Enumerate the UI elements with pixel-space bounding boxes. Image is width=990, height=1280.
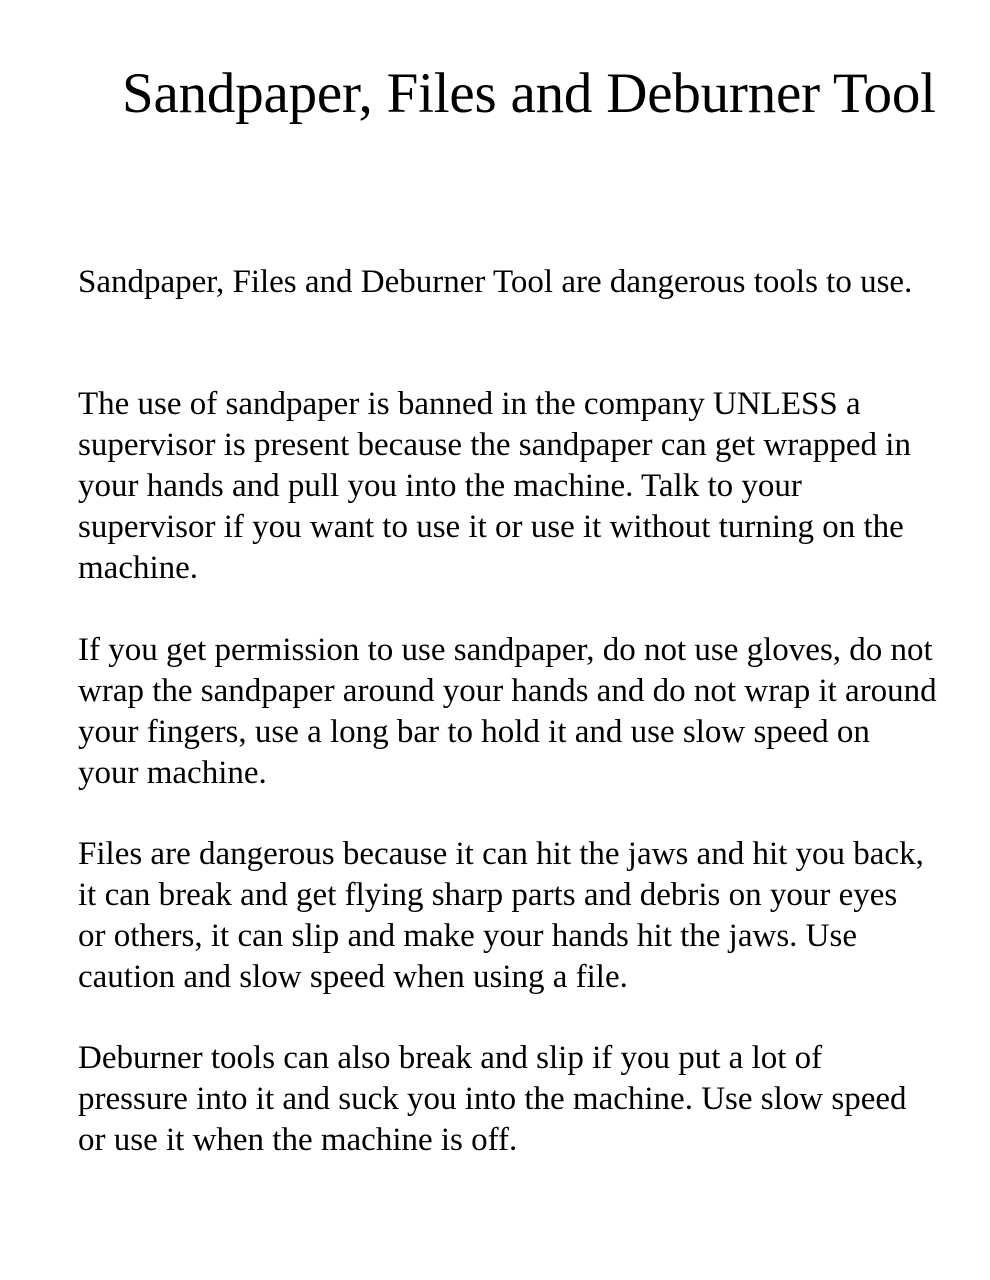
- paragraph-sandpaper-ban: The use of sandpaper is banned in the company UNLESS a supervisor is present because the sandpaper can get wrapped in your hands and pull you into the machine. Talk to your supervisor if you want to use it or use it without turning on the machine.: [78, 386, 920, 586]
- paragraph-intro: Sandpaper, Files and Deburner Tool are dangerous tools to use.: [78, 264, 913, 300]
- paragraph-sandpaper-permission: If you get permission to use sandpaper, do not use gloves, do not wrap the sandpaper around your hands and do not wrap it around your fingers, use a long bar to hold it and use slow speed on your machine.: [78, 632, 945, 791]
- document-page: [78, 62, 945, 1158]
- paragraph-files: Files are dangerous because it can hit the jaws and hit you back, it can break and get flying sharp parts and debris on your eyes or others, it can slip and make your hands hit the jaws. Use caution and slow speed when using a file.: [78, 836, 933, 995]
- paragraph-deburner: Deburner tools can also break and slip if you put a lot of pressure into it and suck you into the machine. Use slow speed or use it when the machine is off.: [78, 1040, 915, 1158]
- document-title: Sandpaper, Files and Deburner Tool: [122, 62, 936, 125]
